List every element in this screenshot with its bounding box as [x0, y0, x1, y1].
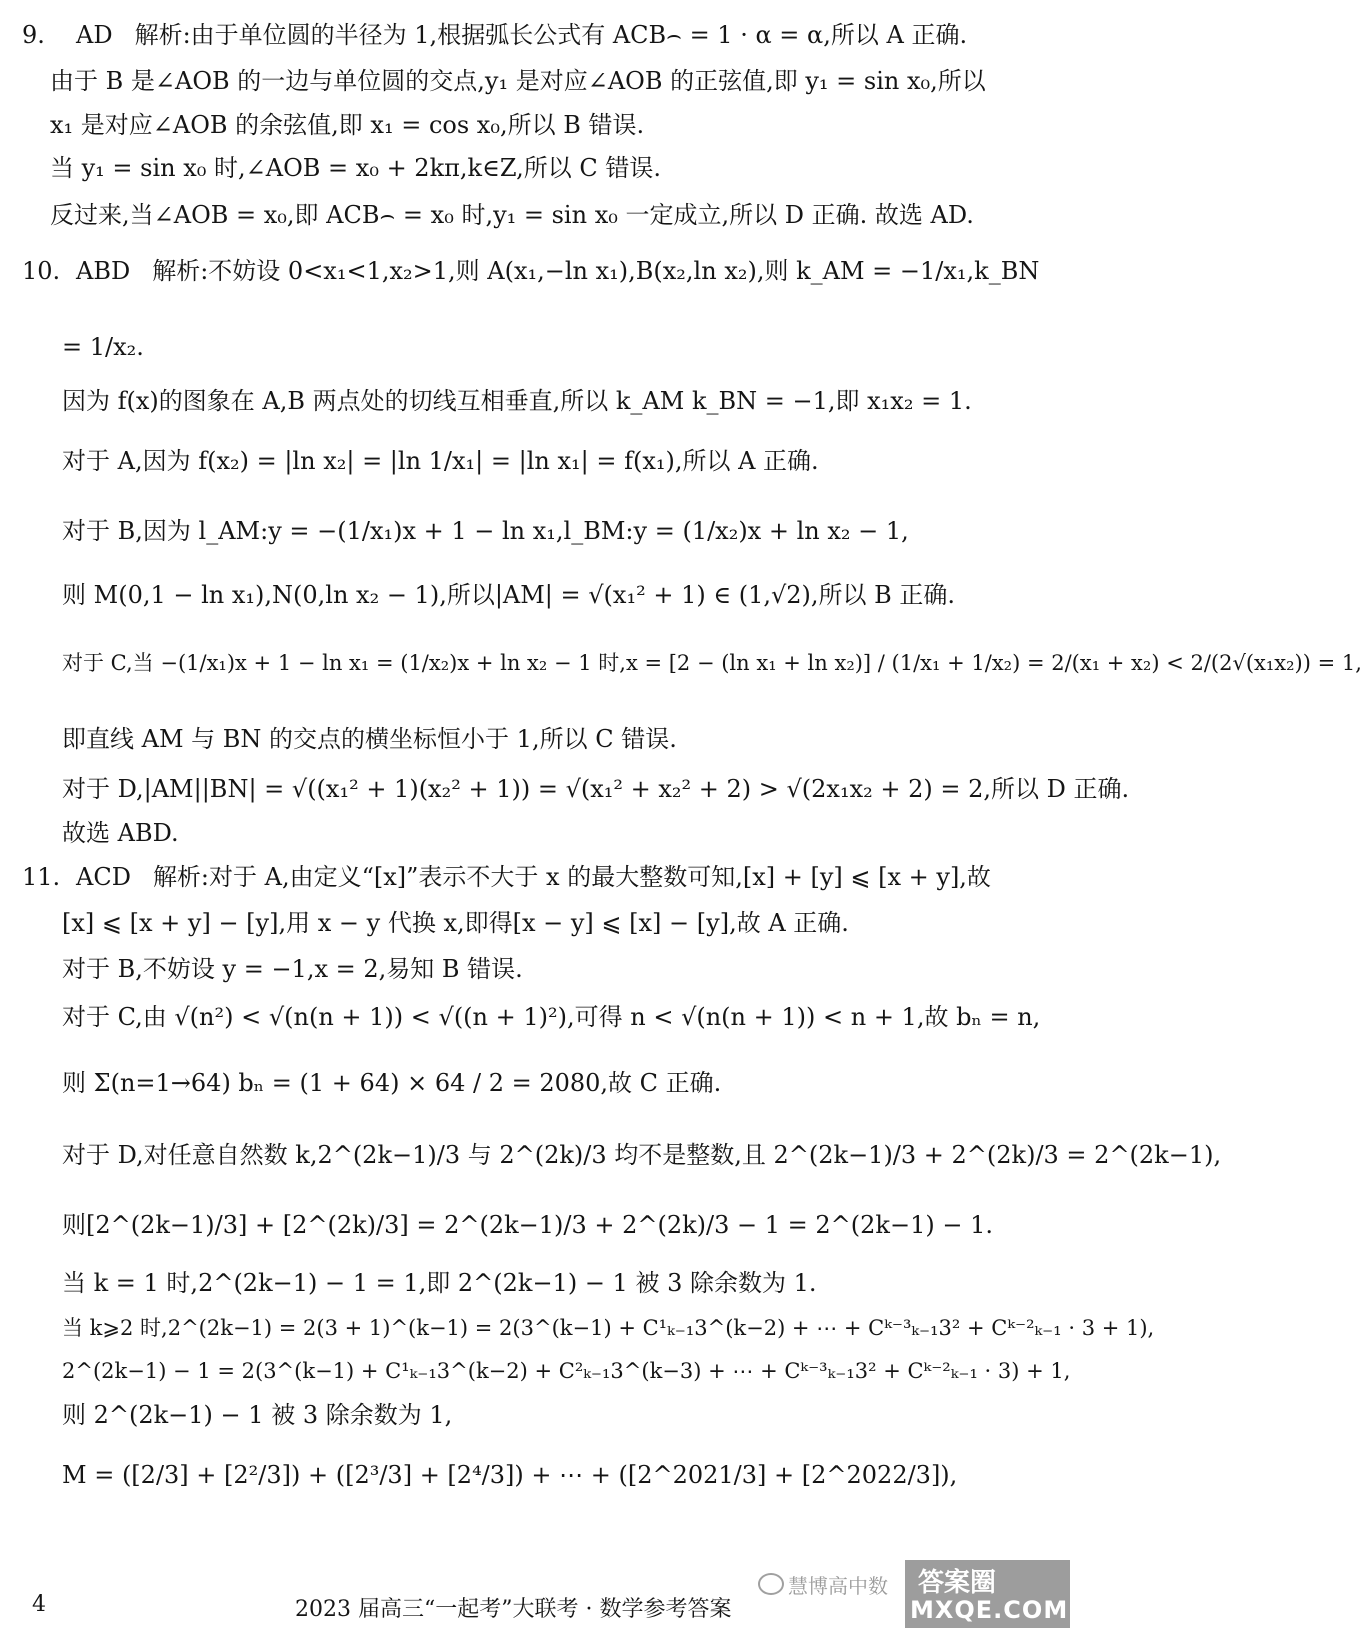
solution-line: 对于 C,当 −(1/x₁)x + 1 − ln x₁ = (1/x₂)x + ln x₂ − 1 时,x = [2 − (ln x₁ + ln x₂)] / (1/x₁ + 1/x₂) = 2/(x₁ + x₂) < 2/(2√(x₁x₂)) = 1,	[62, 651, 1362, 675]
solution-line: 则[2^(2k−1)/3] + [2^(2k)/3] = 2^(2k−1)/3 + 2^(2k)/3 − 1 = 2^(2k−1) − 1.	[62, 1211, 993, 1239]
solution-line: 则 2^(2k−1) − 1 被 3 除余数为 1,	[62, 1401, 453, 1429]
solution-line: 对于 B,因为 l_AM:y = −(1/x₁)x + 1 − ln x₁,l_BM:y = (1/x₂)x + ln x₂ − 1,	[62, 517, 909, 545]
solution-line: 对于 B,不妨设 y = −1,x = 2,易知 B 错误.	[62, 955, 523, 983]
watermark-url: MXQE.COM	[910, 1596, 1069, 1624]
solution-line: 因为 f(x)的图象在 A,B 两点处的切线互相垂直,所以 k_AM k_BN = −1,即 x₁x₂ = 1.	[62, 387, 972, 415]
watermark-text: 慧博高中数	[788, 1574, 888, 1598]
solution-line: 解析:对于 A,由定义“[x]”表示不大于 x 的最大整数可知,[x] + [y] ⩽ [x + y],故	[152, 863, 991, 891]
solution-line: 则 Σ(n=1→64) bₙ = (1 + 64) × 64 / 2 = 2080,故 C 正确.	[62, 1069, 722, 1097]
problem-10-header	[22, 256, 1039, 286]
solution-line: 当 k⩾2 时,2^(2k−1) = 2(3 + 1)^(k−1) = 2(3^(k−1) + C¹ₖ₋₁3^(k−2) + ⋯ + Cᵏ⁻³ₖ₋₁3² + Cᵏ⁻²ₖ₋₁ · 3 + 1),	[62, 1316, 1155, 1340]
watermark-logo-text: 答案圈	[918, 1568, 997, 1598]
solution-line: 故选 ABD.	[62, 819, 179, 847]
solution-line: 由于 B 是∠AOB 的一边与单位圆的交点,y₁ 是对应∠AOB 的正弦值,即 y₁ = sin x₀,所以	[50, 67, 986, 95]
solution-line: 反过来,当∠AOB = x₀,即 ACB⌢ = x₀ 时,y₁ = sin x₀ 一定成立,所以 D 正确. 故选 AD.	[50, 201, 974, 229]
page-number: 4	[32, 1592, 46, 1617]
solution-line: 解析:由于单位圆的半径为 1,根据弧长公式有 ACB⌢ = 1 · α = α,所以 A 正确.	[134, 21, 968, 49]
problem-answer: AD	[76, 21, 113, 49]
solution-line: = 1/x₂.	[62, 333, 144, 361]
wechat-icon	[758, 1573, 784, 1595]
problem-9-header	[22, 20, 967, 50]
problem-number: 10.	[22, 257, 61, 285]
problem-number: 9.	[22, 21, 45, 49]
footer-title: 2023 届高三“一起考”大联考 · 数学参考答案	[295, 1597, 732, 1622]
solution-line: [x] ⩽ [x + y] − [y],用 x − y 代换 x,即得[x − y] ⩽ [x] − [y],故 A 正确.	[62, 909, 849, 937]
solution-line: 2^(2k−1) − 1 = 2(3^(k−1) + C¹ₖ₋₁3^(k−2) + C²ₖ₋₁3^(k−3) + ⋯ + Cᵏ⁻³ₖ₋₁3² + Cᵏ⁻²ₖ₋₁ · 3) + 1,	[62, 1359, 1071, 1383]
solution-line: 对于 A,因为 f(x₂) = |ln x₂| = |ln 1/x₁| = |ln x₁| = f(x₁),所以 A 正确.	[62, 447, 819, 475]
solution-line: 当 y₁ = sin x₀ 时,∠AOB = x₀ + 2kπ,k∈Z,所以 C 错误.	[50, 154, 661, 182]
solution-line: 对于 D,|AM||BN| = √((x₁² + 1)(x₂² + 1)) = √(x₁² + x₂² + 2) > √(2x₁x₂ + 2) = 2,所以 D 正确.	[62, 775, 1130, 803]
solution-line: 则 M(0,1 − ln x₁),N(0,ln x₂ − 1),所以|AM| = √(x₁² + 1) ∈ (1,√2),所以 B 正确.	[62, 581, 956, 609]
solution-line: x₁ 是对应∠AOB 的余弦值,即 x₁ = cos x₀,所以 B 错误.	[50, 111, 645, 139]
solution-line: 当 k = 1 时,2^(2k−1) − 1 = 1,即 2^(2k−1) − 1 被 3 除余数为 1.	[62, 1269, 817, 1297]
problem-answer: ACD	[76, 863, 131, 891]
solution-line: 对于 D,对任意自然数 k,2^(2k−1)/3 与 2^(2k)/3 均不是整数,且 2^(2k−1)/3 + 2^(2k)/3 = 2^(2k−1),	[62, 1141, 1222, 1169]
solution-line: 对于 C,由 √(n²) < √(n(n + 1)) < √((n + 1)²),可得 n < √(n(n + 1)) < n + 1,故 bₙ = n,	[62, 1003, 1041, 1031]
problem-number: 11.	[22, 863, 61, 891]
solution-line: 即直线 AM 与 BN 的交点的横坐标恒小于 1,所以 C 错误.	[62, 725, 677, 753]
problem-answer: ABD	[76, 257, 131, 285]
solution-line: M = ([2/3] + [2²/3]) + ([2³/3] + [2⁴/3]) + ⋯ + ([2^2021/3] + [2^2022/3]),	[62, 1461, 958, 1489]
problem-11-header	[22, 862, 991, 892]
solution-line: 解析:不妨设 0<x₁<1,x₂>1,则 A(x₁,−ln x₁),B(x₂,ln x₂),则 k_AM = −1/x₁,k_BN	[152, 257, 1040, 285]
